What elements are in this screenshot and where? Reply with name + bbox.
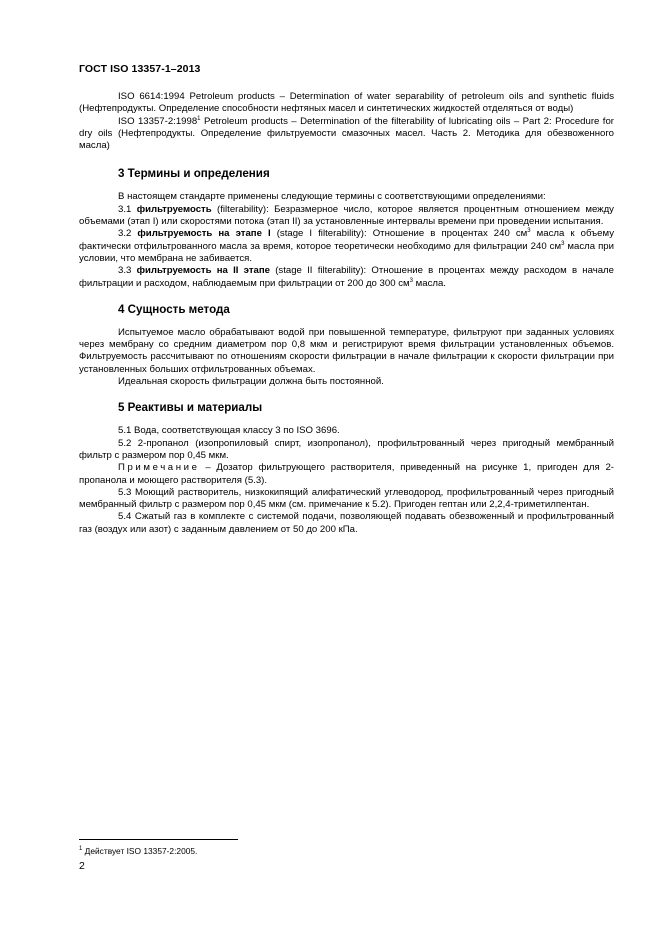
term-3-3: 3.3 фильтруемость на II этапе (stage II filterability): Отношение в процентах между расходом в начале фильтрации и расходом, наблюдаемым при фильтрации от 200 до 300 $см^3$ масла. xyxy=(79,265,614,289)
page-number: 2 xyxy=(79,860,85,872)
reference-iso-6614: ISO 6614:1994 Petroleum products – Determination of water separability of petroleum oils and synthetic fluids (Нефтепродукты. Определение способности нефтяных масел и синтетических жидкостей отделяться от воды) xyxy=(79,91,614,115)
section-3-intro: В настоящем стандарте применены следующие термины с соответствующими определениями: xyxy=(118,191,546,203)
item-5-4: 5.4 Сжатый газ в комплекте с системой подачи, позволяющей подавать обезвоженный и профильтрованный газ (воздух или азот) с заданным давлением от 50 до 200 кПа. xyxy=(79,511,614,535)
item-5-3: 5.3 Моющий растворитель, низкокипящий алифатический углеводород, профильтрованный через пригодный мембранный фильтр с размером пор 0,45 мкм (см. примечание к 5.2). Пригоден гептан или 2,2,4-триметилпентан. xyxy=(79,486,614,511)
footnote-ref[interactable]: 1 xyxy=(197,115,201,122)
section-4-heading: 4 Сущность метода xyxy=(118,302,230,316)
term-3-2: 3.2 фильтруемость на этапе I (stage I filterability): Отношение в процентах 240 $см^3$ масла к объему фактически отфильтрованного масла за время, которое теоретически необходимо для фильтрации 240 $см^3$ масла при условии, что мембрана не забивается. xyxy=(79,228,614,264)
section-4-paragraph-1: Испытуемое масло обрабатывают водой при повышенной температуре, фильтруют при заданных условиях через мембрану со средним диаметром пор 0,8 мкм и регистрируют время фильтрации установленных объемов. Фильтруемость рассчитывают по отношениям скорости фильтрации в начале фильтрации к скорости фильтрации при установленных больших отфильтрованных объемах. xyxy=(79,326,614,375)
document-header: ГОСТ ISO 13357-1–2013 xyxy=(79,63,201,75)
note-label: Примечание xyxy=(118,462,200,474)
footnote: $^1$ Действует ISO 13357-2:2005. xyxy=(79,846,198,856)
section-4-paragraph-2: Идеальная скорость фильтрации должна быть постоянной. xyxy=(118,376,384,388)
term-3-1: 3.1 фильтруемость (filterability): Безразмерное число, которое является процентным отношением между объемами (этап I) или скоростями потока (этап II) за установленные интервалы времени при проведении испытания. xyxy=(79,203,614,228)
item-5-1: 5.1 Вода, соответствующая классу 3 по ISO 3696. xyxy=(118,425,340,437)
reference-iso-13357-2: ISO 13357-2:1998$^1$ Petroleum products – Determination of the filterability of lubricating oils – Part 2: Procedure for dry oils (Нефтепродукты. Определение фильтруемости смазочных масел. Часть 2. Методика для обезвоженного масла) xyxy=(79,115,614,152)
footnote-separator xyxy=(79,839,238,840)
section-3-heading: 3 Термины и определения xyxy=(118,167,270,181)
note-5-2: Примечание – Дозатор фильтрующего растворителя, приведенный на рисунке 1, пригоден для 2-пропанола и моющего растворителя (5.3). xyxy=(79,462,614,486)
section-5-heading: 5 Реактивы и материалы xyxy=(118,401,263,415)
document-body xyxy=(79,91,614,536)
item-5-2: 5.2 2-пропанол (изопропиловый спирт, изопропанол), профильтрованный через пригодный мембранный фильтр с размером пор 0,45 мкм. xyxy=(79,437,614,461)
